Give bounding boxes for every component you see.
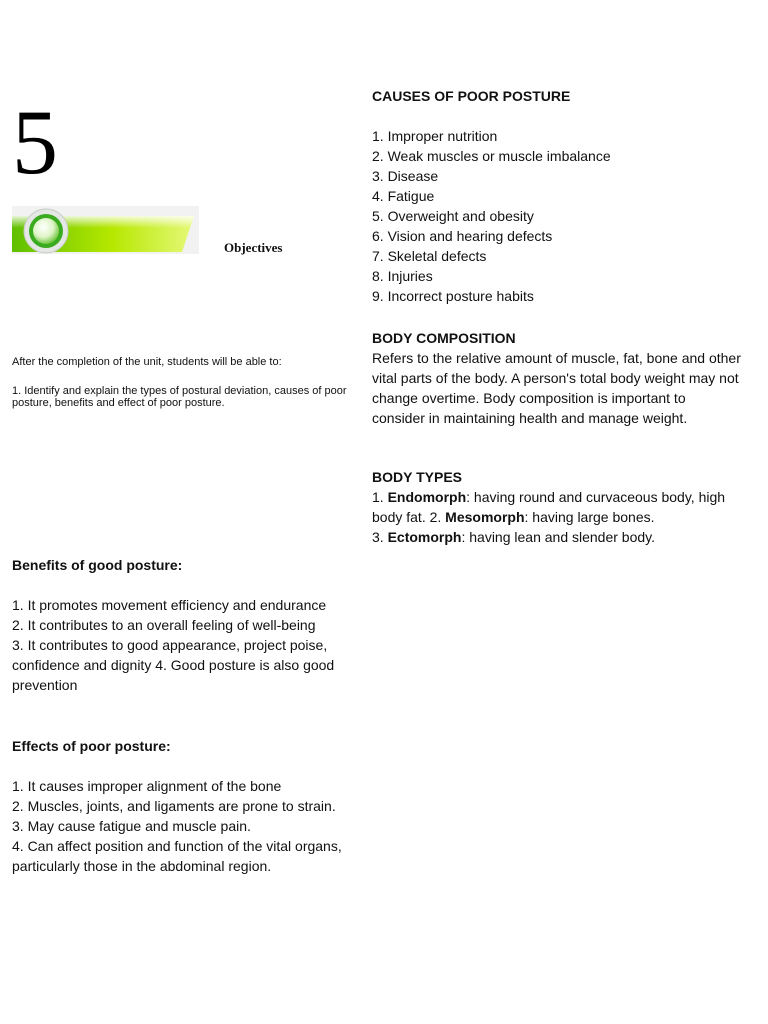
mesomorph-term: Mesomorph [445, 509, 525, 525]
effects-heading: Effects of poor posture: [12, 738, 171, 754]
list-item: 3. Disease [372, 168, 439, 184]
causes-section [372, 86, 742, 306]
endomorph-term: Endomorph [387, 489, 467, 505]
body-composition-heading: BODY COMPOSITION [372, 330, 516, 346]
list-item: 5. Overweight and obesity [372, 208, 534, 224]
endomorph-number: 1. [372, 489, 388, 505]
causes-heading: CAUSES OF POOR POSTURE [372, 88, 571, 104]
effects-section [12, 736, 372, 876]
body-types-section [372, 467, 742, 547]
list-item: 1. It promotes movement efficiency and endurance [12, 597, 327, 613]
mesomorph-description: : having large bones. [524, 509, 655, 525]
list-item: 6. Vision and hearing defects [372, 228, 553, 244]
list-item: 2. Weak muscles or muscle imbalance [372, 148, 611, 164]
endomorph-description: : having round and curvaceous body, high body fat. 2. [372, 489, 726, 525]
list-item: 3. It contributes to good appearance, project poise, confidence and dignity 4. Good posture is also good prevention [12, 637, 335, 693]
list-item: 1. It causes improper alignment of the bone [12, 778, 282, 794]
list-item: 4. Can affect position and function of the vital organs, particularly those in the abdominal region. [12, 838, 342, 874]
body-types-heading: BODY TYPES [372, 469, 462, 485]
ectomorph-number: 3. [372, 529, 388, 545]
list-item: 2. Muscles, joints, and ligaments are prone to strain. [12, 798, 336, 814]
list-item: 2. It contributes to an overall feeling of well-being [12, 617, 316, 633]
ectomorph-description: : having lean and slender body. [461, 529, 656, 545]
effects-list [12, 776, 372, 876]
benefits-section [12, 555, 372, 695]
list-item: 7. Skeletal defects [372, 248, 487, 264]
body-types-text [372, 487, 742, 547]
ectomorph-term: Ectomorph [387, 529, 462, 545]
list-item: 4. Fatigue [372, 188, 435, 204]
benefits-list [12, 595, 372, 695]
unit-number: 5 [12, 91, 58, 193]
benefits-heading: Benefits of good posture: [12, 557, 183, 573]
objectives-intro: After the completion of the unit, students will be able to: [12, 356, 282, 368]
list-item: 1. Improper nutrition [372, 128, 498, 144]
causes-list [372, 126, 742, 306]
list-item: 9. Incorrect posture habits [372, 288, 534, 304]
body-composition-section [372, 328, 742, 428]
unit-banner-graphic [12, 206, 199, 254]
objectives-label: Objectives [224, 240, 283, 255]
list-item: 8. Injuries [372, 268, 433, 284]
list-item: 3. May cause fatigue and muscle pain. [12, 818, 251, 834]
body-composition-text: Refers to the relative amount of muscle, fat, bone and other vital parts of the body. A person's total body weight may not change overtime. Body composition is important to consider in maintaining health and manage weight. [372, 350, 741, 426]
objective-item: 1. Identify and explain the types of postural deviation, causes of poor posture, benefits and effect of poor posture. [12, 385, 347, 409]
